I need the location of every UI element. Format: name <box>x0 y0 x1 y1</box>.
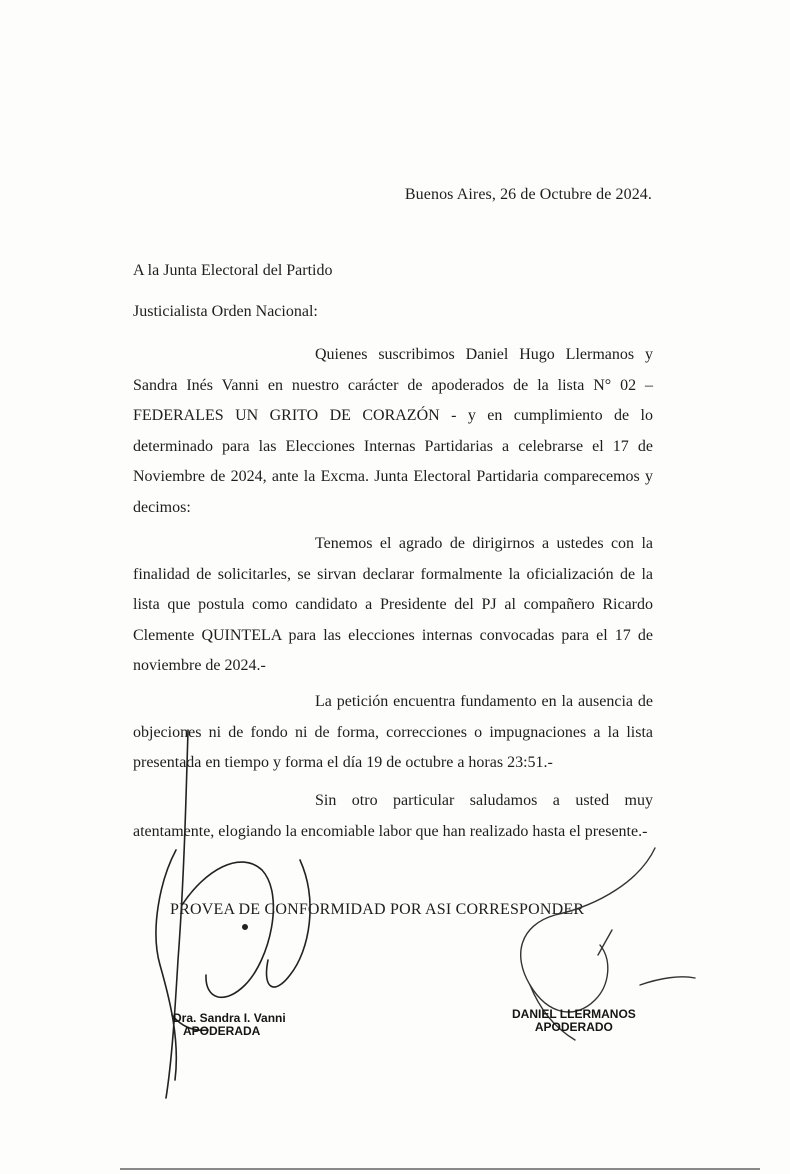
right-signer-name: DANIEL LLERMANOS <box>512 1007 636 1021</box>
addressee-line-2: Justicialista Orden Nacional: <box>133 303 318 320</box>
paragraph-4 <box>133 786 653 847</box>
right-signature-stamp <box>512 1008 636 1034</box>
paragraph-2 <box>133 529 653 682</box>
right-signer-role: APODERADO <box>534 1020 613 1034</box>
page-bottom-edge <box>120 1168 760 1170</box>
addressee-line-1: A la Junta Electoral del Partido <box>133 262 333 279</box>
paragraph-4-text: Sin otro particular saludamos a usted muy atentamente, elogiando la encomiable labor que han realizado hasta el presente.- <box>133 792 653 840</box>
left-signature-stamp <box>173 1012 286 1038</box>
paragraph-2-text: Tenemos el agrado de dirigirnos a ustedes con la finalidad de solicitarles, se sirvan declarar formalmente la oficialización de la lista que postula como candidato a Presidente del PJ al compañero Ricardo Clemente QUINTELA para las elecciones internas convocadas para el 17 de noviembre de 2024.- <box>133 535 653 675</box>
paragraph-1-text: Quienes suscribimos Daniel Hugo Llermanos y Sandra Inés Vanni en nuestro carácter de apoderados de la lista N° 02 – FEDERALES UN GRITO DE CORAZÓN - y en cumplimiento de lo determinado para las Elecciones Internas Partidarias a celebrarse el 17 de Noviembre de 2024, ante la Excma. Junta Electoral Partidaria comparecemos y decimos: <box>133 346 653 516</box>
left-signer-name: Dra. Sandra I. Vanni <box>173 1011 286 1025</box>
left-signer-role: APODERADA <box>183 1024 261 1038</box>
paragraph-1 <box>133 340 653 524</box>
provea-line: PROVEA DE CONFORMIDAD POR ASI CORRESPONDER <box>170 901 585 918</box>
paragraph-3-text: La petición encuentra fundamento en la ausencia de objeciones ni de fondo ni de forma, correcciones o impugnaciones a la lista presentada en tiempo y forma el día 19 de octubre a horas 23:51.- <box>133 693 653 772</box>
paragraph-3 <box>133 687 653 779</box>
document-date: Buenos Aires, 26 de Octubre de 2024. <box>404 186 652 203</box>
